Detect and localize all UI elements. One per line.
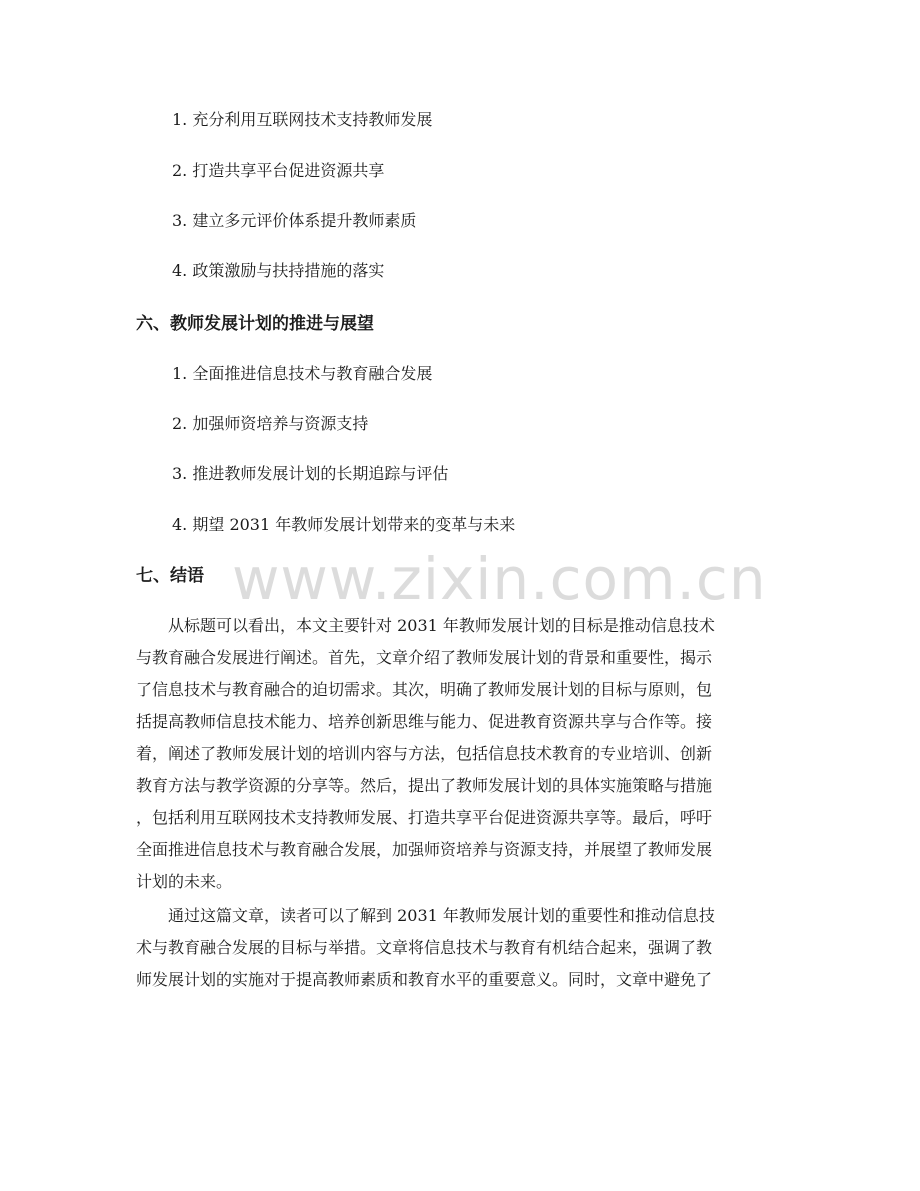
paragraph-line: ，包括利用互联网技术支持教师发展、打造共享平台促进资源共享等。最后，呼吁 [136,808,713,827]
conclusion-paragraph-1 [136,610,786,898]
list-item: 1. 充分利用互联网技术支持教师发展 [172,110,433,129]
paragraph-line: 从标题可以看出，本文主要针对 2031 年教师发展计划的目标是推动信息技术 [168,616,715,635]
list-item: 2. 打造共享平台促进资源共享 [172,161,385,180]
paragraph-line: 术与教育融合发展的目标与举措。文章将信息技术与教育有机结合起来，强调了教 [136,938,713,957]
list-item: 1. 全面推进信息技术与教育融合发展 [172,364,433,383]
paragraph-line: 教育方法与教学资源的分享等。然后，提出了教师发展计划的具体实施策略与措施 [136,776,713,795]
paragraph-line: 了信息技术与教育融合的迫切需求。其次，明确了教师发展计划的目标与原则，包 [136,680,713,699]
list-item: 3. 推进教师发展计划的长期追踪与评估 [172,464,449,483]
list-item: 4. 期望 2031 年教师发展计划带来的变革与未来 [172,515,516,534]
list-item: 2. 加强师资培养与资源支持 [172,414,369,433]
conclusion-paragraph-2 [136,900,786,996]
paragraph-line: 括提高教师信息技术能力、培养创新思维与能力、促进教育资源共享与合作等。接 [136,712,713,731]
paragraph-line: 师发展计划的实施对于提高教师素质和教育水平的重要意义。同时，文章中避免了 [136,970,713,989]
paragraph-line: 通过这篇文章，读者可以了解到 2031 年教师发展计划的重要性和推动信息技 [168,906,715,925]
list-item: 4. 政策激励与扶持措施的落实 [172,261,385,280]
paragraph-line: 全面推进信息技术与教育融合发展，加强师资培养与资源支持，并展望了教师发展 [136,840,713,859]
section-heading: 六、教师发展计划的推进与展望 [136,314,374,334]
list-item: 3. 建立多元评价体系提升教师素质 [172,211,417,230]
watermark: www.zixin.com.cn [232,545,767,613]
paragraph-line: 着，阐述了教师发展计划的培训内容与方法，包括信息技术教育的专业培训、创新 [136,744,713,763]
section-heading: 七、结语 [136,566,204,586]
paragraph-line: 计划的未来。 [136,872,233,891]
paragraph-line: 与教育融合发展进行阐述。首先，文章介绍了教师发展计划的背景和重要性，揭示 [136,648,713,667]
